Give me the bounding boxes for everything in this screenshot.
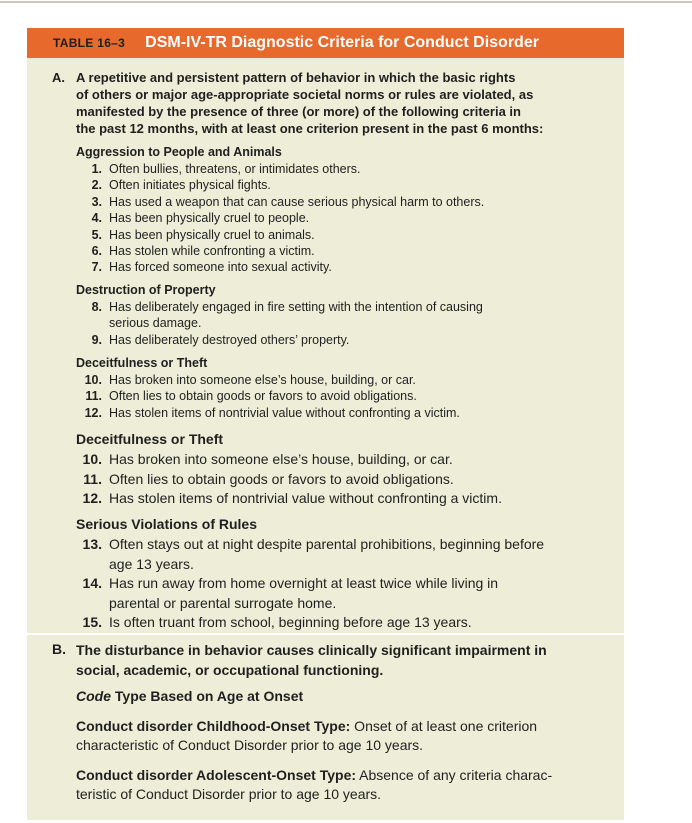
section-b-letter: B. <box>52 641 66 657</box>
table-title: DSM-IV-TR Diagnostic Criteria for Conduct Disorder <box>145 34 539 51</box>
criterion-item: 10. Has broken into someone else’s house, building, or car. <box>84 373 416 387</box>
section-a-lead-line: of others or major age-appropriate societal norms or rules are violated, as <box>76 87 534 102</box>
group-heading-destruction: Destruction of Property <box>76 283 216 297</box>
section-b-text: The disturbance in behavior causes clinically significant impairment in social, academic, or occupational functioning. <box>76 642 547 678</box>
table-header <box>27 28 624 58</box>
criteria-list-deceitfulness-repeat <box>76 450 502 509</box>
criterion-item: 14. Has run away from home overnight at least twice while living in parental or parental surrogate home. <box>82 575 499 611</box>
adolescent-onset: Conduct disorder Adolescent-Onset Type: Absence of any criteria charac- teristic of Conduct Disorder prior to age 10 years. <box>76 767 553 802</box>
criterion-item: 7. Has forced someone into sexual activity. <box>91 260 332 275</box>
criterion-item: 10. Has broken into someone else’s house, building, or car. <box>82 451 453 467</box>
section-a-lead-line: A repetitive and persistent pattern of behavior in which the basic rights <box>76 70 516 85</box>
section-a-letter: A. <box>52 70 65 85</box>
criterion-item: 1. Often bullies, threatens, or intimidates others. <box>91 162 361 176</box>
top-rule <box>0 1 692 3</box>
section-a-lead-line: the past 12 months, with at least one criterion present in the past 6 months: <box>76 121 544 136</box>
group-heading-deceitfulness-repeat: Deceitfulness or Theft <box>76 431 224 447</box>
criterion-item: 15. Is often truant from school, beginning before age 13 years. <box>82 614 472 630</box>
section-divider <box>27 633 624 635</box>
childhood-onset: Conduct disorder Childhood-Onset Type: Onset of at least one criterion characteristic of Conduct Disorder prior to age 10 years. <box>76 718 538 753</box>
criterion-item: 2. Often initiates physical fights. <box>91 178 271 193</box>
group-heading-violations: Serious Violations of Rules <box>76 516 258 532</box>
criteria-list-aggression <box>76 161 484 276</box>
criterion-item: 5. Has been physically cruel to animals. <box>91 227 315 242</box>
criterion-item: 12. Has stolen items of nontrivial value without confronting a victim. <box>82 490 502 506</box>
criterion-item: 4. Has been physically cruel to people. <box>91 211 310 226</box>
criteria-list-violations <box>76 535 544 633</box>
criterion-item: 11. Often lies to obtain goods or favors to avoid obligations. <box>85 389 417 404</box>
group-heading-deceitfulness: Deceitfulness or Theft <box>76 356 208 370</box>
table-number: TABLE 16–3 <box>53 36 126 50</box>
section-a-lead <box>76 69 543 137</box>
criterion-item: 8. Has deliberately engaged in fire setting with the intention of causing serious damage. <box>91 300 483 331</box>
code-heading: Code Type Based on Age at Onset <box>76 688 304 704</box>
criterion-item: 11. Often lies to obtain goods or favors to avoid obligations. <box>83 470 454 487</box>
criterion-item: 6. Has stolen while confronting a victim. <box>91 244 315 259</box>
criterion-item: 9. Has deliberately destroyed others’ property. <box>91 332 350 347</box>
section-a-lead-line: manifested by the presence of three (or more) of the following criteria in <box>76 104 521 119</box>
criterion-item: 12. Has stolen items of nontrivial value without confronting a victim. <box>84 405 460 420</box>
group-heading-aggression: Aggression to People and Animals <box>76 145 282 159</box>
criteria-list-destruction <box>76 299 483 348</box>
criteria-list-deceitfulness <box>76 372 460 421</box>
criterion-item: 3. Has used a weapon that can cause serious physical harm to others. <box>91 194 485 209</box>
criterion-item: 13. Often stays out at night despite parental prohibitions, beginning before age 13 years. <box>82 536 545 572</box>
